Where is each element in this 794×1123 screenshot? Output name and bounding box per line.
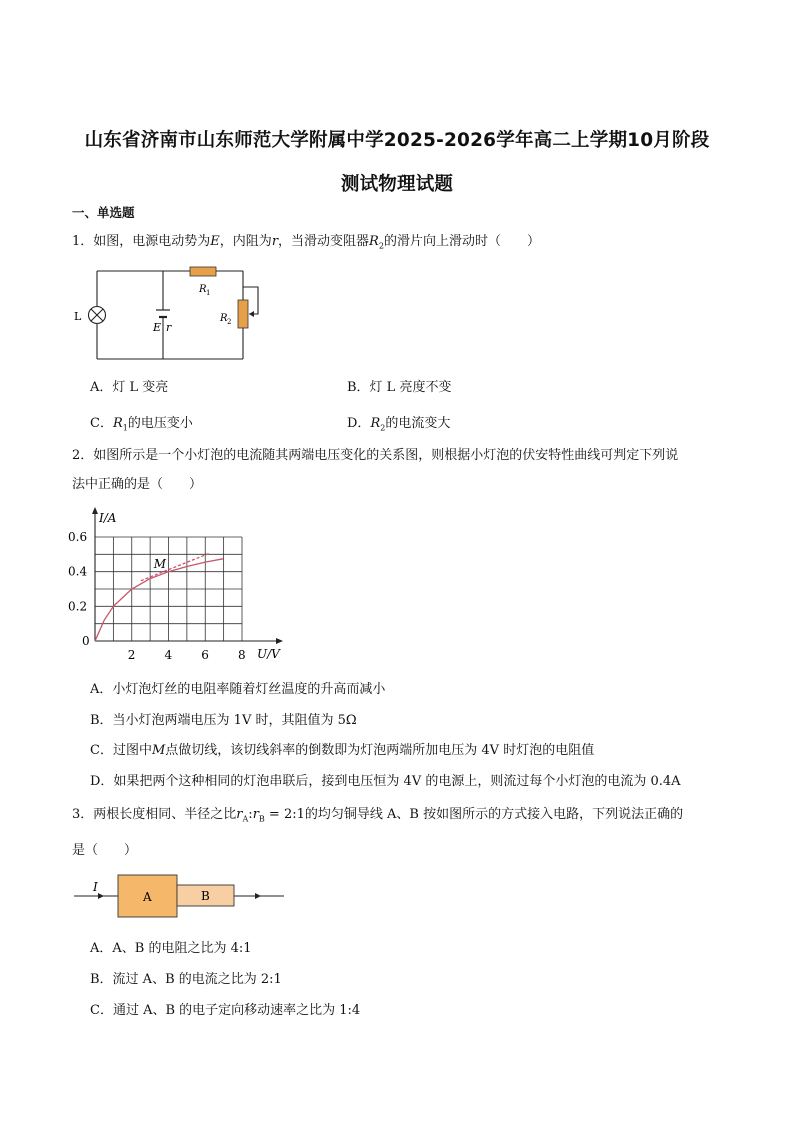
q1-option-d-var: R [370, 416, 381, 431]
wire-b-label: B [201, 889, 210, 903]
q2-stem [72, 449, 678, 462]
page-title: 山东省济南市山东师范大学附属中学2025-2026学年高二上学期10月阶段 [84, 130, 710, 151]
q1-option-c[interactable] [90, 412, 193, 433]
lamp-icon [89, 307, 106, 324]
q3-stem [72, 808, 683, 824]
q2-option-c[interactable] [90, 739, 594, 758]
page-title-line2: 测试物理试题 [340, 174, 454, 195]
y-axis-label: I/A [99, 511, 117, 525]
q1-var-e: E [210, 234, 220, 249]
r1-label: R [199, 284, 207, 295]
slider-arrowhead [249, 311, 254, 317]
section-heading: 一、单选题 [72, 205, 135, 220]
q1-var-sub: 2 [378, 241, 384, 251]
q1-option-d-prefix: D． [347, 416, 371, 431]
q2-number: 2． [72, 448, 94, 463]
q3-ratio-sub-a: A [242, 814, 249, 824]
q1-stem-a: 如图，电源电动势为 [93, 234, 211, 249]
q2-iv-chart [62, 505, 292, 663]
q3-stem-line2: 是（ ） [72, 843, 138, 858]
x-tick-label: 8 [238, 648, 246, 662]
q2-option-c-prefix: C．过图中 [90, 743, 152, 758]
x-tick-label: 6 [201, 648, 209, 662]
r2-label: R [220, 313, 228, 324]
q1-stem-b: ，内阻为 [219, 234, 272, 249]
q1-number: 1． [72, 234, 94, 249]
q1-var-R: R [369, 234, 379, 249]
q1-var-r: r [271, 234, 279, 249]
q3-option-b[interactable]: B．流过 A、B 的电流之比为 2:1 [90, 972, 282, 987]
x-axis-label: U/V [257, 647, 280, 661]
q1-option-d-sub: 2 [380, 423, 386, 433]
q1-stem-d: 的滑片向上滑动时（ ） [383, 234, 540, 249]
current-arrow-icon [98, 893, 104, 899]
q3-number: 3． [72, 807, 94, 822]
emf-label: E [153, 321, 162, 334]
q3-ratio-rb: r [252, 807, 259, 822]
q2-option-b[interactable]: B．当小灯泡两端电压为 1V 时，其阻值为 5Ω [90, 713, 357, 728]
q2-option-c-text: 点做切线，该切线斜率的倒数即为灯泡两端所加电压为 4V 时灯泡的电阻值 [165, 743, 595, 758]
q1-option-c-prefix: C． [90, 416, 113, 431]
internal-r-label: r [166, 321, 172, 334]
q2-stem-line2: 法中正确的是（ ） [72, 477, 203, 492]
origin-label: 0 [82, 634, 90, 648]
q2-option-a[interactable]: A．小灯泡灯丝的电阻率随着灯丝温度的升高而减小 [90, 682, 386, 697]
q3-ratio-value: = 2:1 [264, 807, 305, 822]
q3-ratio-colon: : [248, 807, 253, 822]
q1-circuit-diagram [70, 260, 270, 365]
q3-ratio-sub-b: B [258, 814, 265, 824]
r2-label-sub: 2 [227, 318, 232, 326]
r1-label-sub: 1 [206, 289, 211, 297]
q1-stem-c: ，当滑动变阻器 [278, 234, 370, 249]
chart-labels [68, 511, 281, 662]
out-arrow-icon [255, 893, 261, 899]
q3-option-a[interactable]: A．A、B 的电阻之比为 4:1 [90, 941, 252, 956]
q2-option-d[interactable]: D．如果把两个这种相同的灯泡串联后，接到电压恒为 4V 的电源上，则流过每个小灯泡的电流为 0.4A [90, 774, 681, 789]
y-tick-label: 0.2 [68, 599, 88, 614]
y-axis-arrow-icon [92, 507, 98, 514]
q1-stem [72, 235, 540, 251]
lamp-label: L [74, 310, 82, 323]
chart-grid [95, 537, 242, 641]
q3-stem-b: 的均匀铜导线 A、B 按如图所示的方式接入电路，下列说法正确的 [304, 807, 684, 822]
y-tick-label: 0.6 [68, 530, 88, 544]
x-tick-label: 2 [127, 648, 136, 662]
current-label: I [93, 880, 98, 894]
q1-option-b[interactable]: B．灯 L 亮度不变 [347, 380, 452, 395]
x-axis-arrow-icon [276, 638, 283, 644]
q3-ratio-ra: r [236, 807, 243, 822]
q1-option-c-sub: 1 [122, 423, 128, 433]
q2-option-c-var: M [151, 743, 166, 758]
y-tick-label: 0.4 [68, 564, 88, 579]
resistor-r2 [238, 300, 248, 328]
resistor-r1 [190, 267, 216, 276]
wire-a-label: A [143, 890, 152, 904]
q3-option-c[interactable]: C．通过 A、B 的电子定向移动速率之比为 1:4 [90, 1003, 361, 1018]
q3-wire-diagram [70, 870, 290, 922]
q1-option-c-text: 的电压变小 [127, 416, 193, 431]
q2-stem-line1: 如图所示是一个小灯泡的电流随其两端电压变化的关系图，则根据小灯泡的伏安特性曲线可判定下列说 [93, 448, 679, 463]
q1-option-d-text: 的电流变大 [385, 416, 451, 431]
tangent-line [141, 554, 209, 581]
x-tick-label: 4 [164, 648, 173, 662]
q3-stem-a: 两根长度相同、半径之比 [93, 807, 237, 822]
point-m-label: M [153, 557, 167, 572]
q1-option-d[interactable] [347, 412, 450, 433]
q1-option-a[interactable]: A．灯 L 变亮 [90, 380, 169, 395]
q1-option-c-var: R [112, 416, 123, 431]
